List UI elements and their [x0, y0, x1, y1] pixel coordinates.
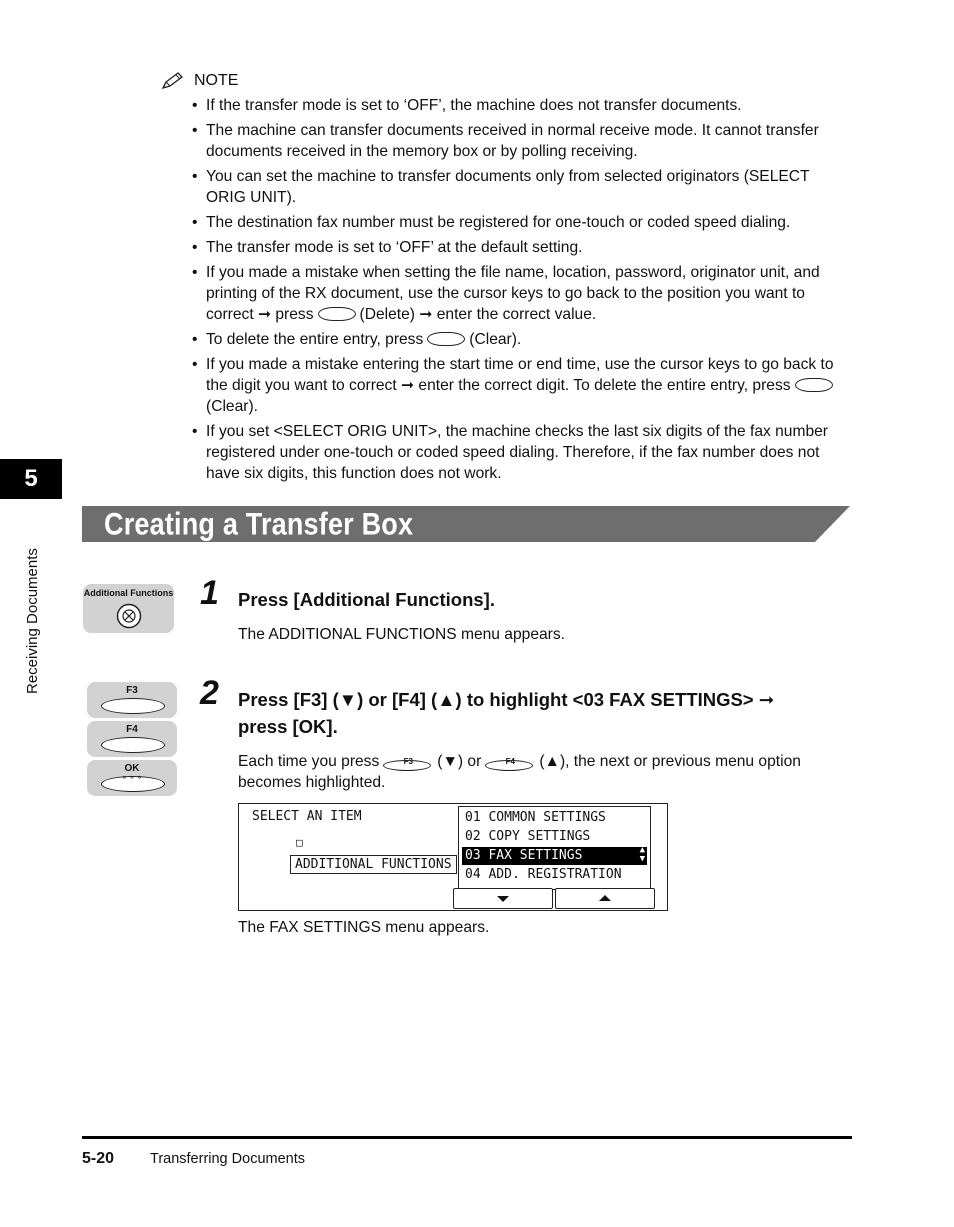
step-number: 1: [200, 574, 219, 612]
menu-item-common-settings[interactable]: 01 COMMON SETTINGS: [465, 810, 606, 825]
step-number: 2: [200, 674, 219, 712]
note-item: • You can set the machine to transfer documents only from selected originators (SELECT ORIG UNIT).: [192, 168, 810, 206]
lcd-cursor: □: [296, 836, 303, 849]
additional-functions-button[interactable]: Additional Functions: [83, 584, 174, 633]
note-item: • To delete the entire entry, press (Clear).: [192, 331, 522, 348]
page-number: 5-20: [82, 1150, 115, 1167]
f4-key-inline-icon: F4: [485, 751, 535, 772]
note-list: [190, 95, 852, 488]
lcd-down-softkey[interactable]: [453, 888, 553, 909]
f4-button[interactable]: F4: [87, 721, 177, 757]
note-heading: [160, 70, 238, 92]
menu-item-copy-settings[interactable]: 02 COPY SETTINGS: [465, 829, 591, 844]
chapter-tab: 5: [0, 459, 62, 499]
section-title: Creating a Transfer Box: [104, 506, 414, 541]
menu-item-add-registration[interactable]: 04 ADD. REGISTRATION: [465, 867, 622, 882]
scroll-updown-icon: ▲ ▼: [639, 845, 645, 864]
lcd-header: SELECT AN ITEM: [252, 809, 362, 824]
footer-rule: [82, 1136, 852, 1139]
chapter-side-label: Receiving Documents: [24, 548, 41, 694]
lcd-menu-list: [458, 806, 651, 890]
f3-button[interactable]: F3: [87, 682, 177, 718]
up-arrow-icon: [556, 889, 654, 908]
pencil-icon: [160, 71, 186, 91]
ok-button[interactable]: OK ∘∘∘: [87, 760, 177, 796]
note-item: • If you set <SELECT ORIG UNIT>, the machine checks the last six digits of the fax number registered under one-touch or coded speed dialing. Therefore, if the fax number does not have six digits, this function does not work.: [192, 423, 828, 482]
note-item: • If you made a mistake when setting the file name, location, password, originator unit, and printing of the RX document, use the cursor keys to go back to the position you want to correct ➞ press (Delete) ➞ enter the correct value.: [192, 264, 820, 323]
lcd-additional-functions-label: ADDITIONAL FUNCTIONS: [290, 855, 457, 874]
lcd-screen: [238, 803, 668, 911]
f3-key-inline-icon: F3: [383, 751, 433, 772]
step-result: The FAX SETTINGS menu appears.: [238, 919, 490, 936]
delete-key-icon: [318, 307, 356, 321]
clear-key-icon: [795, 378, 833, 392]
step-explanation-cont: becomes highlighted.: [238, 774, 386, 791]
f4-key-icon: [101, 737, 165, 753]
step-result: The ADDITIONAL FUNCTIONS menu appears.: [238, 626, 565, 643]
note-item: • The destination fax number must be registered for one-touch or coded speed dialing.: [192, 214, 791, 231]
note-item: • If you made a mistake entering the start time or end time, use the cursor keys to go back to the digit you want to correct ➞ enter the correct digit. To delete the entire entry, press(Clear).: [192, 356, 834, 415]
footer-title: Transferring Documents: [150, 1151, 305, 1167]
menu-item-fax-settings[interactable]: 03 FAX SETTINGS ▲ ▼: [462, 847, 647, 865]
step-instruction: Press [F3] (▼) or [F4] (▲) to highlight <03 FAX SETTINGS> ➞: [238, 689, 775, 710]
down-arrow-icon: [454, 889, 552, 908]
note-item: • The machine can transfer documents received in normal receive mode. It cannot transfer documents received in the memory box or by polling receiving.: [192, 122, 819, 160]
f3-key-icon: [101, 698, 165, 714]
note-item: • The transfer mode is set to ‘OFF’ at the default setting.: [192, 239, 583, 256]
additional-functions-icon: [116, 603, 142, 629]
step-instruction-cont: press [OK].: [238, 716, 338, 737]
clear-key-icon: [427, 332, 465, 346]
step-explanation: Each time you press F3 (▼) or F4 (▲), the next or previous menu option: [238, 753, 801, 770]
note-item: • If the transfer mode is set to ‘OFF’, the machine does not transfer documents.: [192, 97, 742, 114]
note-label: NOTE: [194, 72, 239, 89]
step-instruction: Press [Additional Functions].: [238, 589, 495, 610]
ok-key-icon: ∘∘∘: [101, 776, 165, 792]
lcd-up-softkey[interactable]: [555, 888, 655, 909]
